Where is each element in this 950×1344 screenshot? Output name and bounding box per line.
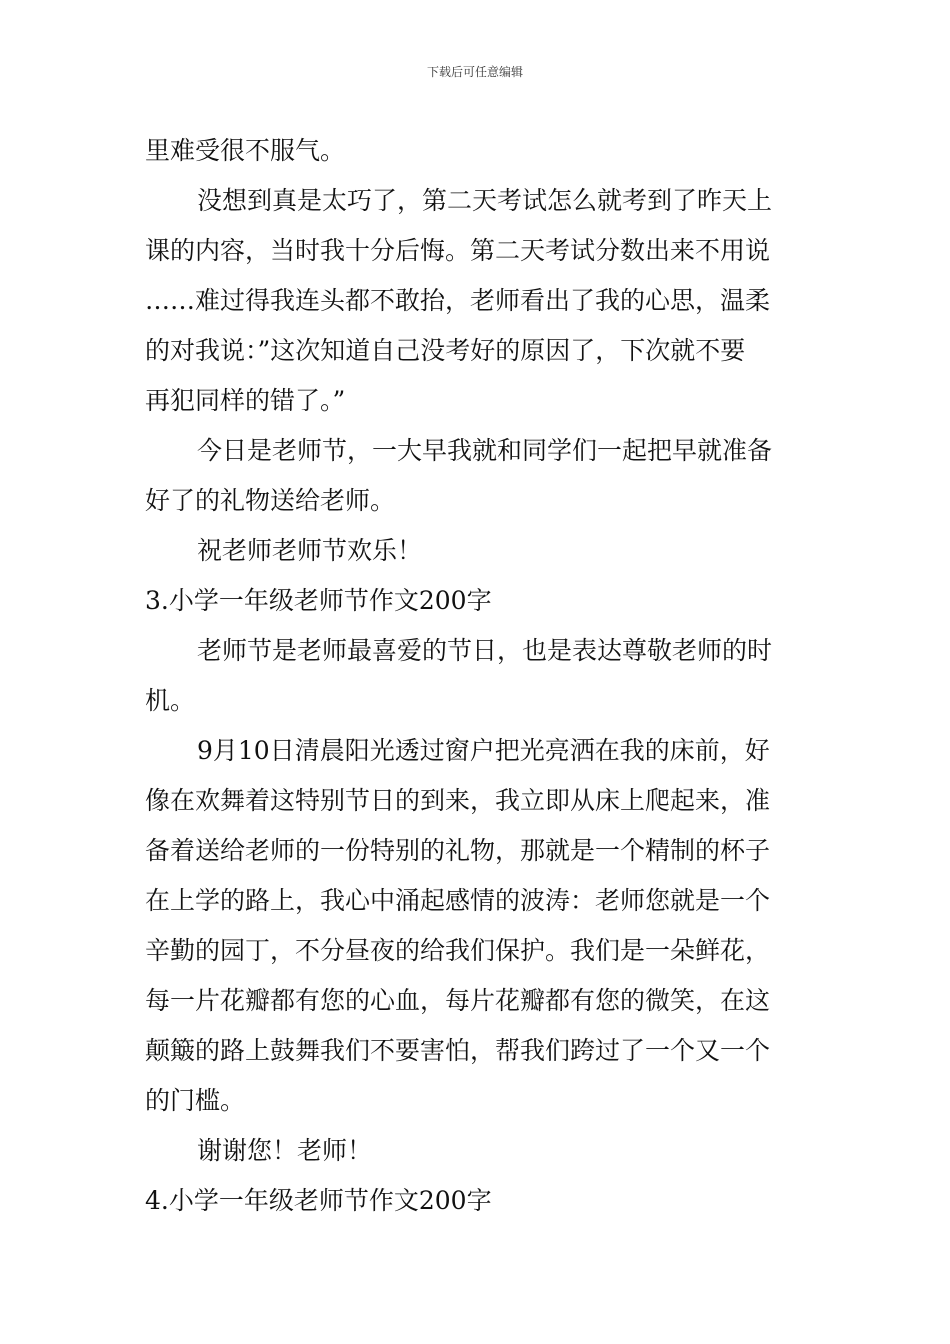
- text-line: 没想到真是太巧了，第二天考试怎么就考到了昨天上: [197, 186, 773, 215]
- text-line: 像在欢舞着这特别节日的到来，我立即从床上爬起来，准: [145, 786, 771, 815]
- text-line: 辛勤的园丁，不分昼夜的给我们保护。我们是一朵鲜花，: [145, 936, 771, 965]
- text-line: 备着送给老师的一份特别的礼物，那就是一个精制的杯子: [145, 836, 771, 865]
- text-line: 课的内容，当时我十分后悔。第二天考试分数出来不用说: [145, 236, 771, 265]
- text-line: ……难过得我连头都不敢抬，老师看出了我的心思，温柔: [145, 286, 771, 315]
- document-body: [145, 126, 807, 1226]
- text-line: 在上学的路上，我心中涌起感情的波涛：老师您就是一个: [145, 886, 771, 915]
- text-line: 祝老师老师节欢乐！: [197, 536, 423, 565]
- text-line: 谢谢您！老师！: [197, 1136, 373, 1165]
- text-line: 机。: [145, 686, 196, 715]
- text-line: 再犯同样的错了。”: [145, 386, 346, 415]
- text-line: 好了的礼物送给老师。: [145, 486, 396, 515]
- text-line: 9月10日清晨阳光透过窗户把光亮洒在我的床前，好: [197, 736, 770, 765]
- text-line: 4.小学一年级老师节作文200字: [145, 1186, 492, 1215]
- text-line: 每一片花瓣都有您的心血，每片花瓣都有您的微笑，在这: [145, 986, 771, 1015]
- text-line: 老师节是老师最喜爱的节日，也是表达尊敬老师的时: [197, 636, 773, 665]
- text-line: 的对我说：”这次知道自己没考好的原因了，下次就不要: [145, 336, 746, 365]
- page-header: 下载后可任意编辑: [426, 65, 523, 79]
- text-line: 里难受很不服气。: [145, 136, 346, 165]
- text-line: 颠簸的路上鼓舞我们不要害怕，帮我们跨过了一个又一个: [145, 1036, 771, 1065]
- text-line: 3.小学一年级老师节作文200字: [145, 586, 492, 615]
- text-line: 今日是老师节，一大早我就和同学们一起把早就准备: [197, 436, 773, 465]
- text-line: 的门槛。: [145, 1086, 246, 1115]
